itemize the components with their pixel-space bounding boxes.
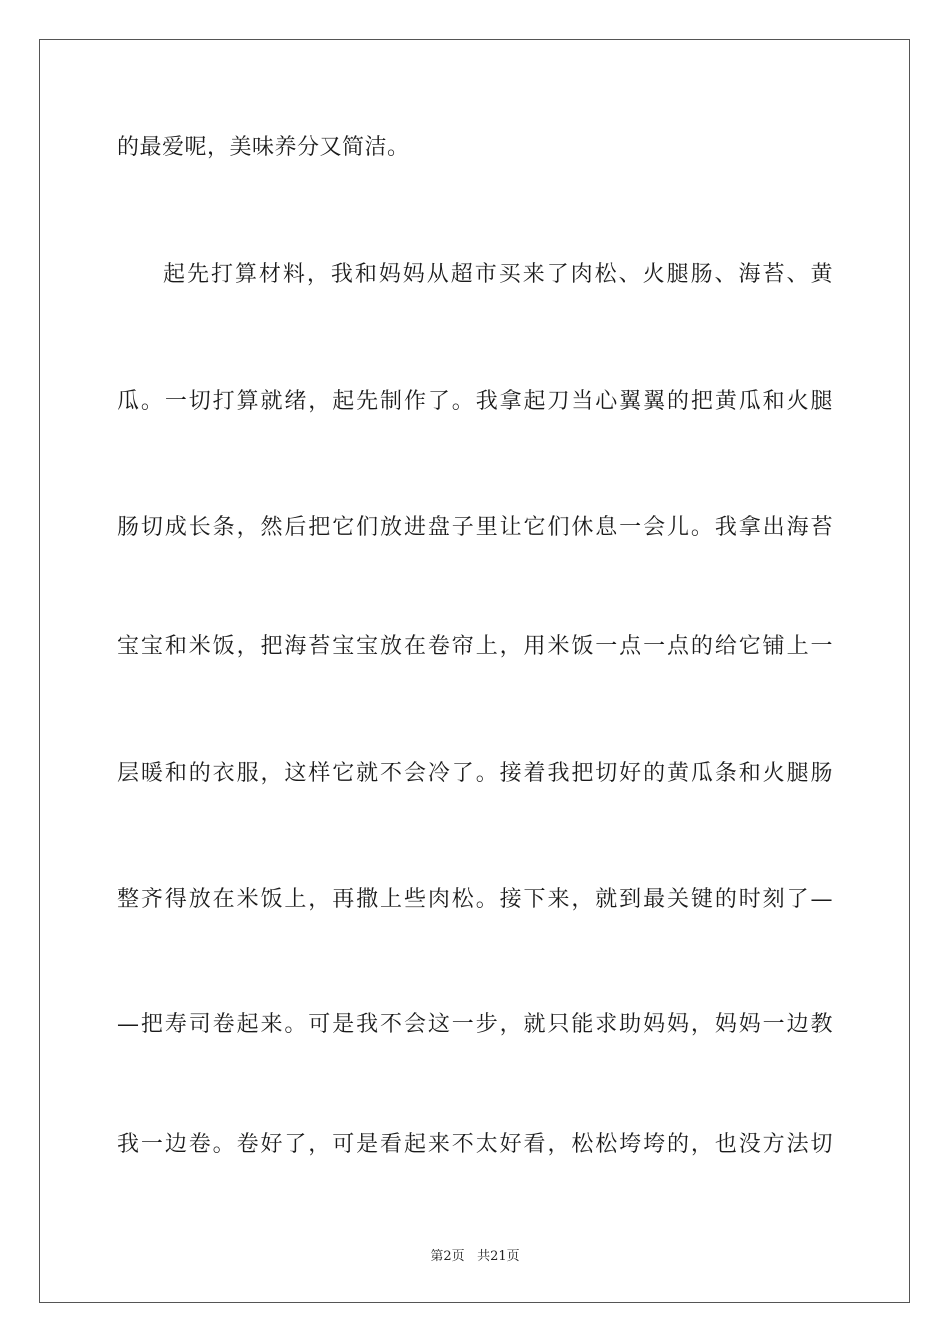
paragraph-line: —把寿司卷起来。可是我不会这一步，就只能求助妈妈，妈妈一边教 <box>117 1012 833 1037</box>
paragraph-line: 层暖和的衣服，这样它就不会冷了。接着我把切好的黄瓜条和火腿肠 <box>117 761 833 786</box>
paragraph-line: 瓜。一切打算就绪，起先制作了。我拿起刀当心翼翼的把黄瓜和火腿 <box>117 389 833 414</box>
total-pages-label: 共21页 <box>477 1249 520 1264</box>
paragraph-line: 整齐得放在米饭上，再撒上些肉松。接下来，就到最关键的时刻了— <box>117 887 833 912</box>
paragraph-line: 宝宝和米饭，把海苔宝宝放在卷帘上，用米饭一点一点的给它铺上一 <box>117 634 833 659</box>
page-footer <box>0 1248 950 1266</box>
paragraph-line: 肠切成长条，然后把它们放进盘子里让它们休息一会儿。我拿出海苔 <box>117 515 833 540</box>
paragraph-line: 起先打算材料，我和妈妈从超市买来了肉松、火腿肠、海苔、黄 <box>163 262 833 287</box>
paragraph-line: 的最爱呢，美味养分又简洁。 <box>117 135 410 160</box>
paragraph-line: 我一边卷。卷好了，可是看起来不太好看，松松垮垮的，也没方法切 <box>117 1132 833 1157</box>
page-frame <box>39 39 910 1303</box>
current-page-label: 第2页 <box>430 1249 465 1264</box>
